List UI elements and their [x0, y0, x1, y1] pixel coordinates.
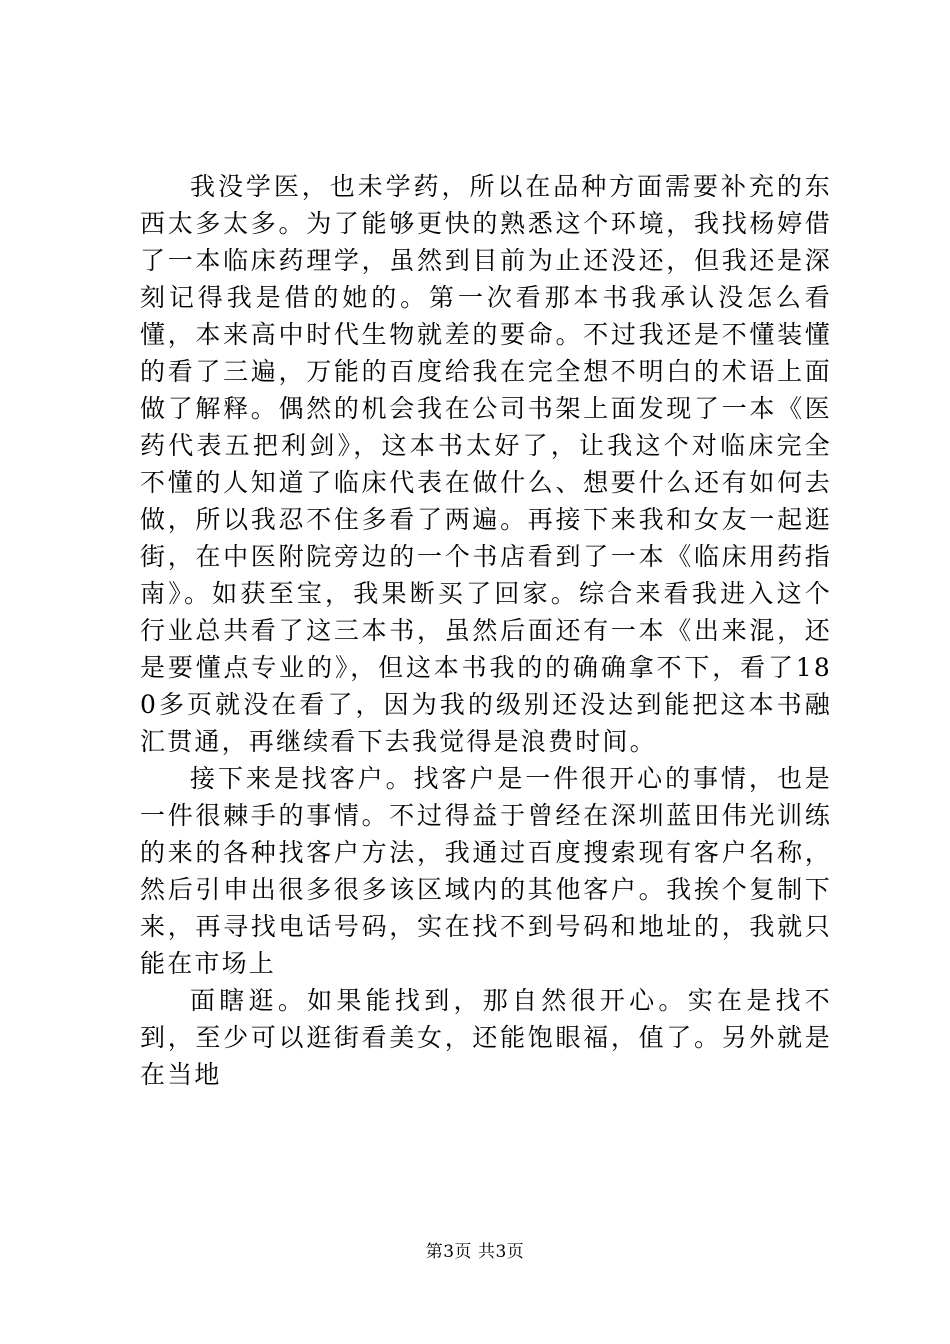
page-footer: 第3页 共3页	[425, 1242, 525, 1262]
paragraph-wandering-market: 面瞎逛。如果能找到，那自然很开心。实在是找不到，至少可以逛街看美女，还能饱眼福，值了。另外就是在当地	[140, 986, 832, 1089]
paragraph-finding-clients: 接下来是找客户。找客户是一件很开心的事情，也是一件很棘手的事情。不过得益于曾经在深圳蓝田伟光训练的来的各种找客户方法，我通过百度搜索现有客户名称，然后引申出很多很多该区域内的其他客户。我挨个复制下来，再寻找电话号码，实在找不到号码和地址的，我就只能在市场上	[140, 764, 832, 978]
body-text	[140, 168, 832, 1093]
paragraph-reading-books: 我没学医，也未学药，所以在品种方面需要补充的东西太多太多。为了能够更快的熟悉这个环境，我找杨婷借了一本临床药理学，虽然到目前为止还没还，但我还是深刻记得我是借的她的。第一次看那本书我承认没怎么看懂，本来高中时代生物就差的要命。不过我还是不懂装懂的看了三遍，万能的百度给我在完全想不明白的术语上面做了解释。偶然的机会我在公司书架上面发现了一本《医药代表五把利剑》，这本书太好了，让我这个对临床完全不懂的人知道了临床代表在做什么、想要什么还有如何去做，所以我忍不住多看了两遍。再接下来我和女友一起逛街，在中医附院旁边的一个书店看到了一本《临床用药指南》。如获至宝，我果断买了回家。综合来看我进入这个行业总共看了这三本书，虽然后面还有一本《出来混，还是要懂点专业的》，但这本书我的的确确拿不下，看了180多页就没在看了，因为我的级别还没达到能把这本书融汇贯通，再继续看下去我觉得是浪费时间。	[140, 172, 832, 756]
